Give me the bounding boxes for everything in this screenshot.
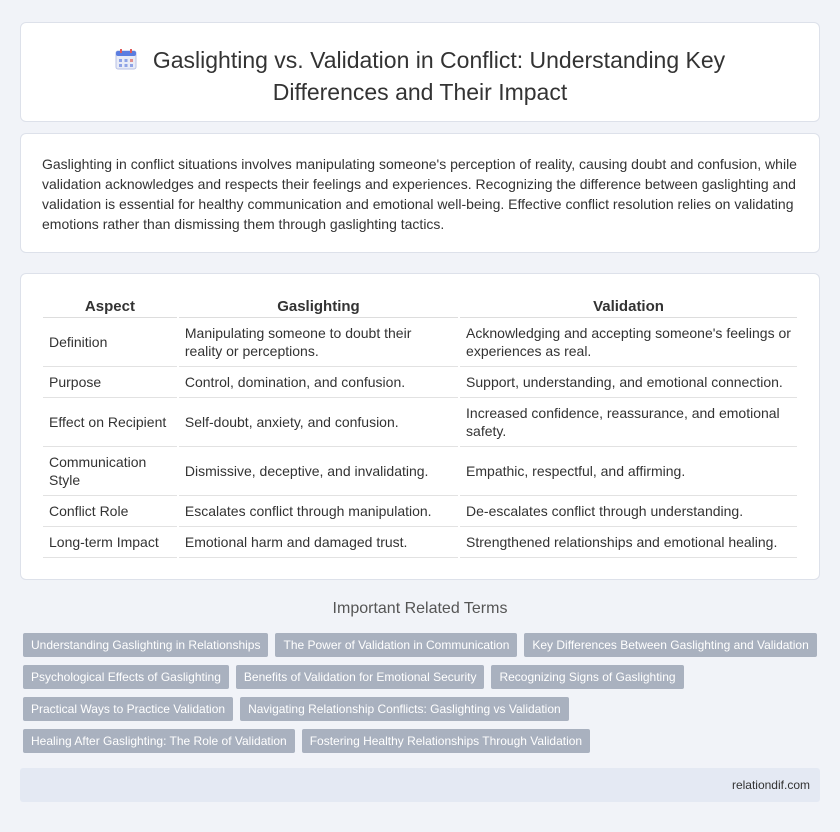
header-aspect: Aspect	[43, 294, 177, 318]
row-gaslighting: Self-doubt, anxiety, and confusion.	[179, 398, 458, 447]
related-tag-link[interactable]: Healing After Gaslighting: The Role of Validation	[23, 729, 295, 753]
row-gaslighting: Emotional harm and damaged trust.	[179, 527, 458, 558]
row-aspect: Conflict Role	[43, 496, 177, 527]
related-terms-title: Important Related Terms	[332, 600, 508, 617]
table-row	[43, 527, 797, 558]
table-header-row	[43, 294, 797, 318]
row-gaslighting: Manipulating someone to doubt their reality or perceptions.	[179, 318, 458, 367]
related-tag-link[interactable]: Key Differences Between Gaslighting and Validation	[524, 633, 816, 657]
related-tag-link[interactable]: Practical Ways to Practice Validation	[23, 697, 233, 721]
row-validation: De-escalates conflict through understanding.	[460, 496, 797, 527]
table-row	[43, 367, 797, 398]
related-tags-row	[23, 697, 569, 721]
table-row	[43, 447, 797, 496]
related-tag-link[interactable]: Recognizing Signs of Gaslighting	[491, 665, 683, 689]
row-gaslighting: Control, domination, and confusion.	[179, 367, 458, 398]
page-title: Gaslighting vs. Validation in Conflict: Understanding Key Differences and Their Impact	[152, 47, 726, 105]
table-row	[43, 398, 797, 447]
calendar-icon	[115, 47, 137, 77]
related-tag-link[interactable]: Psychological Effects of Gaslighting	[23, 665, 229, 689]
row-aspect: Long-term Impact	[43, 527, 177, 558]
row-validation: Support, understanding, and emotional connection.	[460, 367, 797, 398]
page-title-wrap	[21, 45, 819, 107]
row-aspect: Purpose	[43, 367, 177, 398]
row-validation: Acknowledging and accepting someone's feelings or experiences as real.	[460, 318, 797, 367]
related-tag-link[interactable]: The Power of Validation in Communication	[275, 633, 517, 657]
footer-site-link[interactable]: relationdif.com	[731, 778, 810, 792]
table-row	[43, 496, 797, 527]
intro-card	[20, 133, 820, 253]
row-aspect: Definition	[43, 318, 177, 367]
comparison-table	[41, 294, 799, 558]
related-tags-row	[23, 729, 590, 753]
related-tag-link[interactable]: Benefits of Validation for Emotional Security	[236, 665, 485, 689]
related-tags-row	[23, 665, 684, 689]
row-validation: Strengthened relationships and emotional healing.	[460, 527, 797, 558]
related-tag-link[interactable]: Understanding Gaslighting in Relationships	[23, 633, 268, 657]
comparison-table-card	[20, 273, 820, 580]
row-aspect: Communication Style	[43, 447, 177, 496]
related-tag-link[interactable]: Navigating Relationship Conflicts: Gaslighting vs Validation	[240, 697, 569, 721]
row-validation: Increased confidence, reassurance, and emotional safety.	[460, 398, 797, 447]
row-aspect: Effect on Recipient	[43, 398, 177, 447]
related-tag-link[interactable]: Fostering Healthy Relationships Through Validation	[302, 729, 590, 753]
table-row	[43, 318, 797, 367]
header-gaslighting: Gaslighting	[179, 294, 458, 318]
related-tags-row	[23, 633, 817, 657]
title-card	[20, 22, 820, 122]
row-gaslighting: Dismissive, deceptive, and invalidating.	[179, 447, 458, 496]
row-gaslighting: Escalates conflict through manipulation.	[179, 496, 458, 527]
intro-paragraph: Gaslighting in conflict situations involves manipulating someone's perception of reality, causing doubt and confusion, while validation acknowledges and respects their feelings and experiences. Recognizing the difference between gaslighting and validation is essential for healthy communication and emotional well-being. Effective conflict resolution relies on validating emotions rather than dismissing them through gaslighting tactics.	[42, 156, 797, 232]
row-validation: Empathic, respectful, and affirming.	[460, 447, 797, 496]
footer-bar	[20, 768, 820, 802]
header-validation: Validation	[460, 294, 797, 318]
